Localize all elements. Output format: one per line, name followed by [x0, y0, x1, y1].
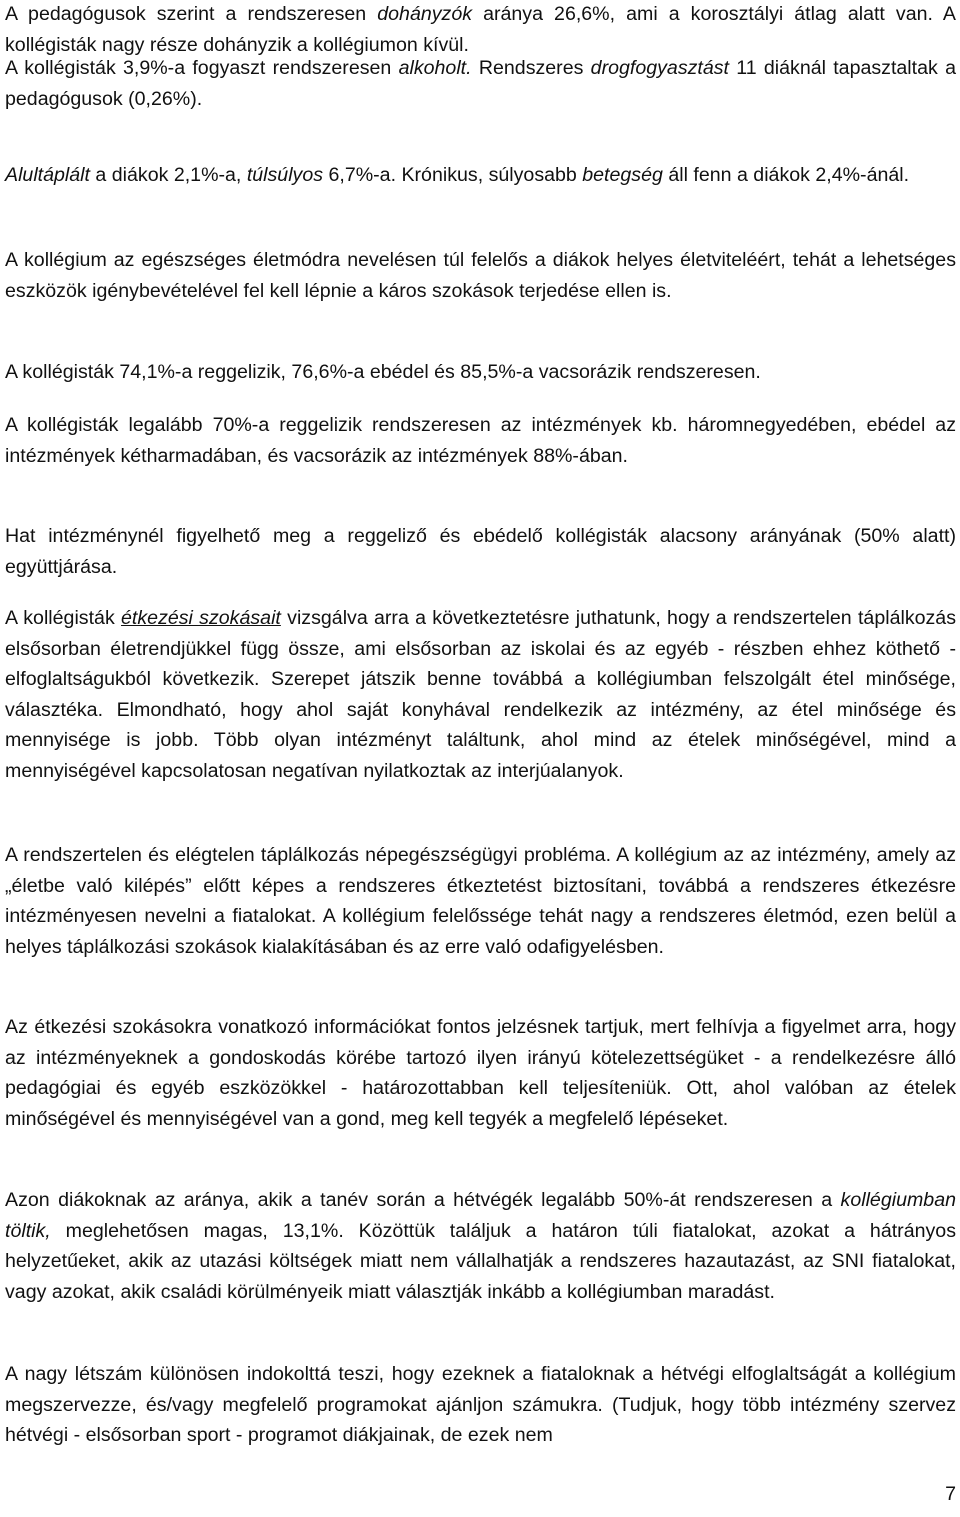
paragraph-public-health: A rendszertelen és elégtelen táplálkozás népegészségügyi probléma. A kollégium az az intézmény, amely az „életbe való kilépés” előtt képes a rendszeres étkeztetést biztosítani, továbbá a rendszeres étkezésre intézményesen nevelni a fiatalokat. A kollégium felelőssége tehát nagy a rendszeres életmód, ezen belül a helyes táplálkozási szokások kialakításában és az erre való odafigyelésben. [5, 844, 956, 958]
paragraph-weekend-programs: A nagy létszám különösen indokolttá teszi, hogy ezeknek a fiataloknak a hétvégi elfoglaltságát a kollégium megszervezze, és/vagy megfelelő programokat ajánljon számukra. (Tudjuk, hogy több intézmény szervez hétvégi - elsősorban sport - programot diákjainak, de ezek nem [5, 1363, 956, 1447]
paragraph-meal-rates: A kollégisták 74,1%-a reggelizik, 76,6%-a ebédel és 85,5%-a vacsorázik rendszeresen. [5, 361, 761, 383]
paragraph-low-meal-rates: Hat intézménynél figyelhető meg a reggeliző és ebédelő kollégisták alacsony arányának (50% alatt) együttjárása. [5, 525, 956, 578]
paragraph-health-status: Alultáplált a diákok 2,1%-a, túlsúlyos 6,7%-a. Krónikus, súlyosabb betegség áll fenn a diákok 2,4%-ánál. [5, 164, 910, 186]
paragraph-meal-institutions: A kollégisták legalább 70%-a reggelizik rendszeresen az intézmények kb. háromnegyedében, ebédel az intézmények kétharmadában, és vacsorázik az intézmények 88%-ában. [5, 414, 956, 467]
page-number: 7 [945, 1483, 956, 1505]
paragraph-information-signal: Az étkezési szokásokra vonatkozó információkat fontos jelzésnek tartjuk, mert felhívja a figyelmet arra, hogy az intézményeknek a gondoskodás körébe tartozó ilyen irányú kötelezettségüket - a rendelkezésre álló pedagógiai és egyéb eszközökkel - határozottabban kell teljesíteniük. Ott, ahol valóban az ételek minőségével és mennyiségével van a gond, meg kell tegyék a megfelelő lépéseket. [5, 1016, 956, 1130]
paragraph-weekend-stay: Azon diákoknak az aránya, akik a tanév során a hétvégék legalább 50%-át rendszeresen a kollégiumban töltik, meglehetősen magas, 13,1%. Közöttük találjuk a határon túli fiatalokat, azokat a hátrányos helyzetűeket, akik az utazási költségek miatt nem vállalhatják a rendszeres hazautazást, az SNI fiatalokat, vagy azokat, akik családi körülményeik miatt választják inkább a kollégiumban maradást. [5, 1189, 956, 1303]
paragraph-college-responsibility: A kollégium az egészséges életmódra nevelésen túl felelős a diákok helyes életviteléért, tehát a lehetséges eszközök igénybevételével fel kell lépnie a káros szokások terjedése ellen is. [5, 249, 956, 302]
paragraph-eating-habits: A kollégisták étkezési szokásait vizsgálva arra a következtetésre juthatunk, hogy a rendszertelen táplálkozás elsősorban életrendjükkel függ össze, ami elsősorban az iskolai és az egyéb - részben ehhez köthető - elfoglaltságukból következik. Szerepet játszik benne továbbá a kollégiumban felszolgált étel minősége, választéka. Elmondható, hogy ahol saját konyhával rendelkezik az intézmény, az étel minősége és mennyisége is jobb. Több olyan intézményt találtunk, ahol mind az ételek minőségével, mind a mennyiségével kapcsolatosan negatívan nyilatkoztak az interjúalanyok. [5, 607, 957, 782]
paragraph-alcohol-drugs: A kollégisták 3,9%-a fogyaszt rendszeresen alkoholt. Rendszeres drogfogyasztást 11 diáknál tapasztaltak a pedagógusok (0,26%). [5, 57, 956, 110]
paragraph-smoking: A pedagógusok szerint a rendszeresen dohányzók aránya 26,6%, ami a korosztályi átlag alatt van. A kollégisták nagy része dohányzik a kollégiumon kívül. [5, 3, 956, 56]
